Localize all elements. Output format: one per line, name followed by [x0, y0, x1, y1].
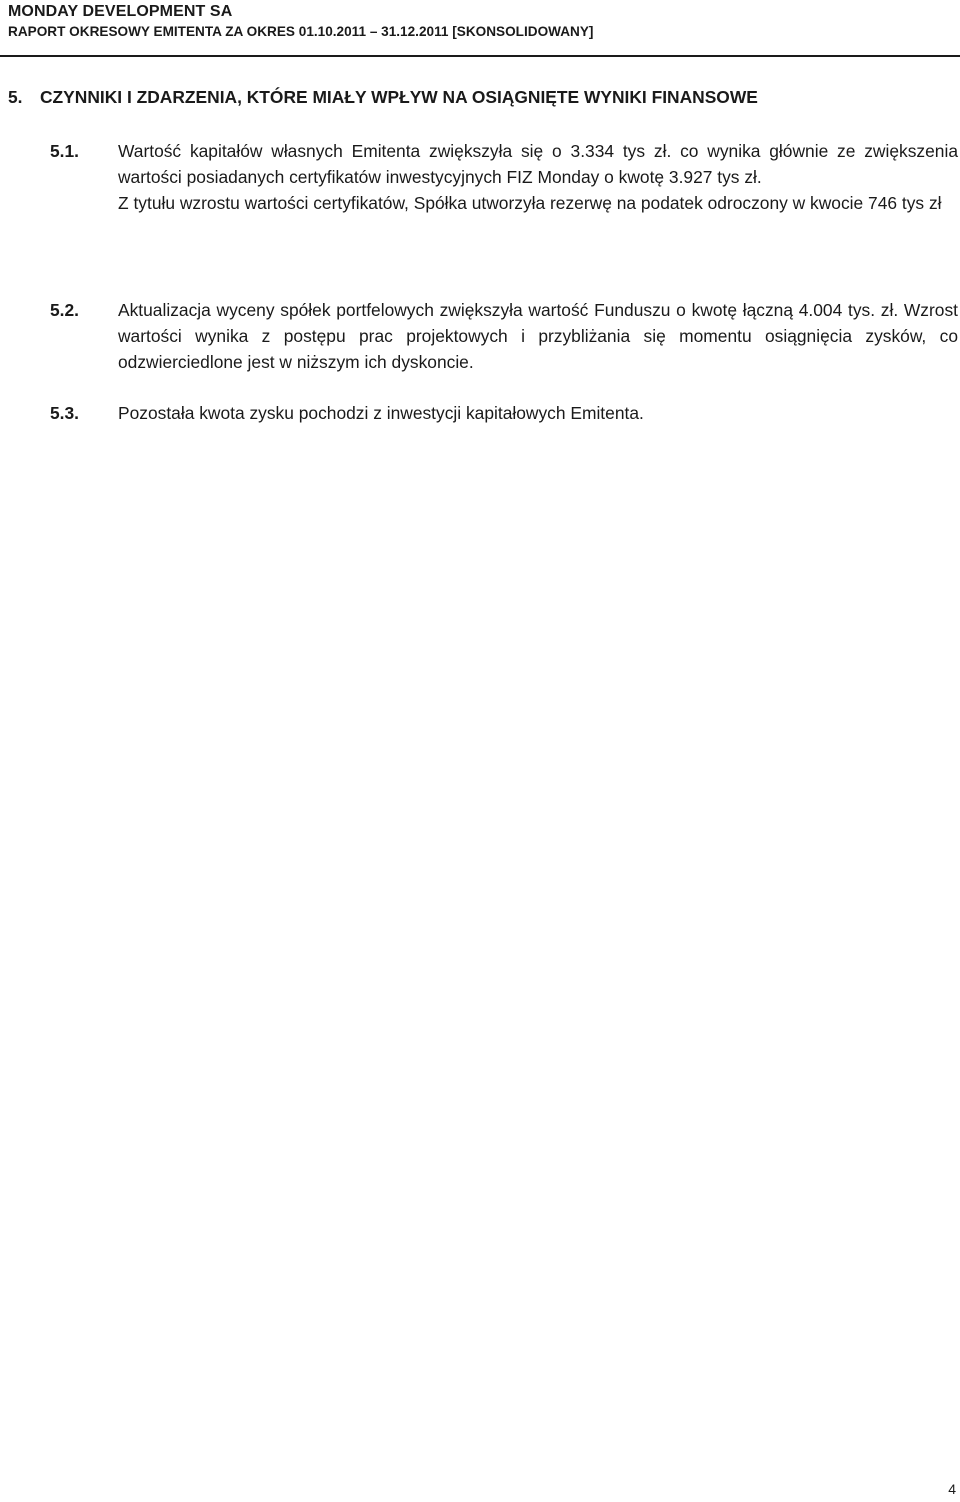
item-number: 5.2.: [50, 300, 80, 320]
report-title: RAPORT OKRESOWY EMITENTA ZA OKRES 01.10.2011 – 31.12.2011 [SKONSOLIDOWANY]: [8, 24, 594, 39]
header-divider: [0, 55, 960, 57]
item-body: [118, 138, 958, 216]
section-title: CZYNNIKI I ZDARZENIA, KTÓRE MIAŁY WPŁYW NA OSIĄGNIĘTE WYNIKI FINANSOWE: [40, 87, 758, 107]
item-paragraph: Pozostała kwota zysku pochodzi z inwestycji kapitałowych Emitenta.: [118, 403, 644, 423]
section-number: 5.: [8, 87, 23, 107]
item-number: 5.1.: [50, 141, 80, 161]
company-name: MONDAY DEVELOPMENT SA: [8, 3, 233, 20]
item-body: [118, 400, 958, 426]
list-item: [50, 297, 958, 375]
item-paragraph: Aktualizacja wyceny spółek portfelowych zwiększyła wartość Funduszu o kwotę łączną 4.004 tys. zł. Wzrost wartości wynika z postępu prac projektowych i przybliżania się momentu osiągnięcia zysków, co odzwierciedlone jest w niższym ich dyskoncie.: [118, 300, 958, 372]
item-paragraph: Z tytułu wzrostu wartości certyfikatów, Spółka utworzyła rezerwę na podatek odroczony w kwocie 746 tys zł: [118, 193, 942, 213]
list-item: [50, 138, 958, 216]
section-heading: [8, 86, 758, 108]
item-number: 5.3.: [50, 403, 80, 423]
page-number: 4: [948, 1481, 956, 1497]
item-paragraph: Wartość kapitałów własnych Emitenta zwiększyła się o 3.334 tys zł. co wynika głównie ze zwiększenia wartości posiadanych certyfikatów inwestycyjnych FIZ Monday o kwotę 3.927 tys zł.: [118, 141, 958, 187]
page-header: [8, 2, 958, 41]
item-body: [118, 297, 958, 375]
list-item: [50, 400, 958, 426]
